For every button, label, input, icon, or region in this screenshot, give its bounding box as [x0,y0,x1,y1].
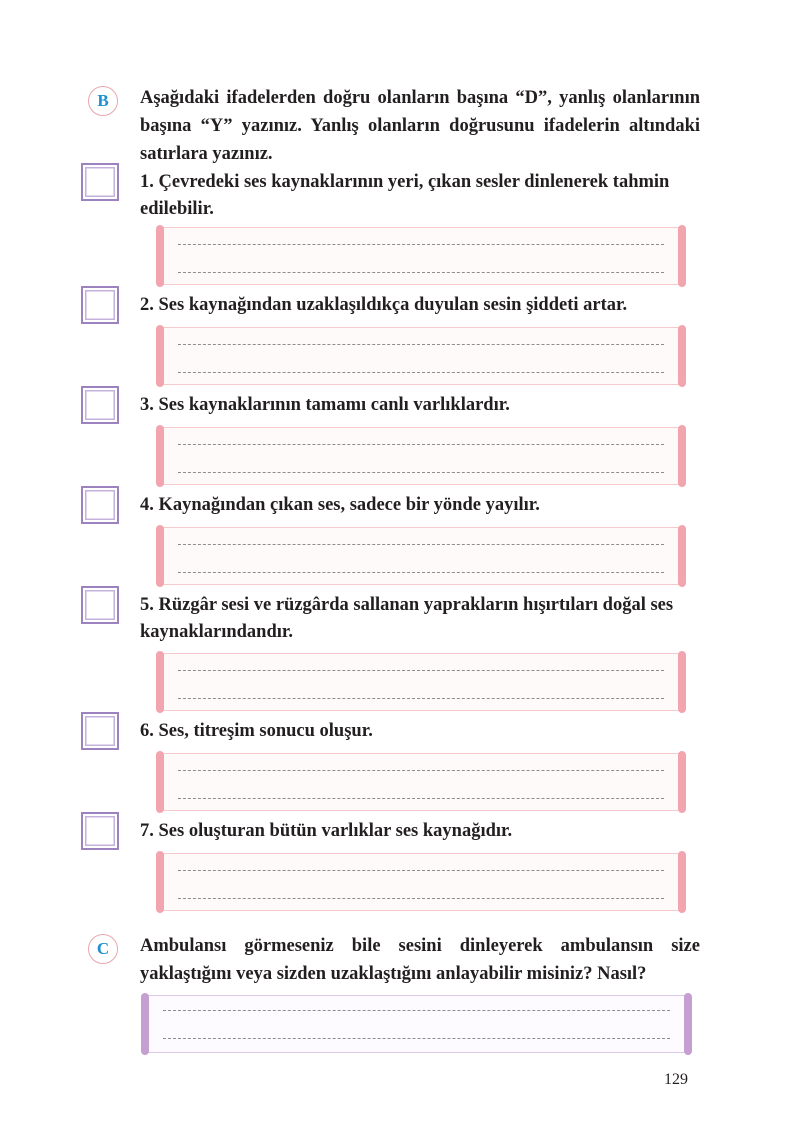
answer-area-left-bar [156,751,164,813]
answer-line[interactable] [163,1038,670,1039]
answer-area-right-bar [678,425,686,487]
section-c-label: C [96,939,110,958]
answer-area-left-bar [156,525,164,587]
answer-area-left-bar [156,325,164,387]
answer-area-left-bar [156,851,164,913]
section-b-instruction: Aşağıdaki ifadelerden doğru olanların başına “D”, yanlış olanlarının başına “Y” yazınız. Yanlış olanların doğrusunu ifadelerin altındaki satırlara yazınız. [140,88,700,164]
answer-area-right-bar [678,525,686,587]
answer-line[interactable] [178,244,664,245]
answer-area-right-bar [678,751,686,813]
statement-6: 6. Ses, titreşim sonucu oluşur. [140,721,373,741]
answer-area-3[interactable] [158,427,684,485]
answer-line[interactable] [178,898,664,899]
section-c-question: Ambulansı görmeseniz bile sesini dinleyerek ambulansın size yaklaştığını veya sizden uzaklaştığını anlayabilir misiniz? Nasıl? [140,936,700,984]
answer-checkbox-1[interactable] [81,163,119,201]
answer-line[interactable] [178,870,664,871]
statement-5: 5. Rüzgâr sesi ve rüzgârda sallanan yaprakların hışırtıları doğal ses kaynaklarındandır. [140,595,674,642]
answer-line[interactable] [178,670,664,671]
answer-line[interactable] [178,572,664,573]
answer-checkbox-4[interactable] [81,486,119,524]
answer-line[interactable] [178,372,664,373]
section-b-badge [88,86,118,116]
answer-area-right-bar [678,225,686,287]
answer-area-c[interactable] [143,995,690,1053]
answer-area-right-bar [678,325,686,387]
answer-area-left-bar [156,225,164,287]
section-c-badge [88,934,118,964]
answer-line[interactable] [178,770,664,771]
answer-area-5[interactable] [158,653,684,711]
answer-area-right-bar [684,993,692,1055]
answer-area-left-bar [156,425,164,487]
section-b-label: B [97,91,109,110]
statement-1: 1. Çevredeki ses kaynaklarının yeri, çıkan sesler dinlenerek tahmin edilebilir. [140,172,670,219]
statement-7: 7. Ses oluşturan bütün varlıklar ses kaynağıdır. [140,821,513,841]
answer-line[interactable] [178,698,664,699]
answer-area-left-bar [141,993,149,1055]
statement-2: 2. Ses kaynağından uzaklaşıldıkça duyulan sesin şiddeti artar. [140,295,628,315]
answer-line[interactable] [163,1010,670,1011]
answer-area-2[interactable] [158,327,684,385]
statement-4: 4. Kaynağından çıkan ses, sadece bir yönde yayılır. [140,495,540,515]
answer-checkbox-6[interactable] [81,712,119,750]
answer-checkbox-3[interactable] [81,386,119,424]
answer-line[interactable] [178,444,664,445]
answer-line[interactable] [178,544,664,545]
answer-area-7[interactable] [158,853,684,911]
answer-line[interactable] [178,272,664,273]
answer-area-1[interactable] [158,227,684,285]
page-number: 129 [664,1071,688,1088]
answer-area-4[interactable] [158,527,684,585]
answer-area-right-bar [678,851,686,913]
answer-area-left-bar [156,651,164,713]
answer-line[interactable] [178,472,664,473]
answer-area-6[interactable] [158,753,684,811]
statement-3: 3. Ses kaynaklarının tamamı canlı varlıklardır. [140,395,510,415]
answer-checkbox-2[interactable] [81,286,119,324]
answer-checkbox-7[interactable] [81,812,119,850]
answer-area-right-bar [678,651,686,713]
answer-checkbox-5[interactable] [81,586,119,624]
answer-line[interactable] [178,344,664,345]
answer-line[interactable] [178,798,664,799]
